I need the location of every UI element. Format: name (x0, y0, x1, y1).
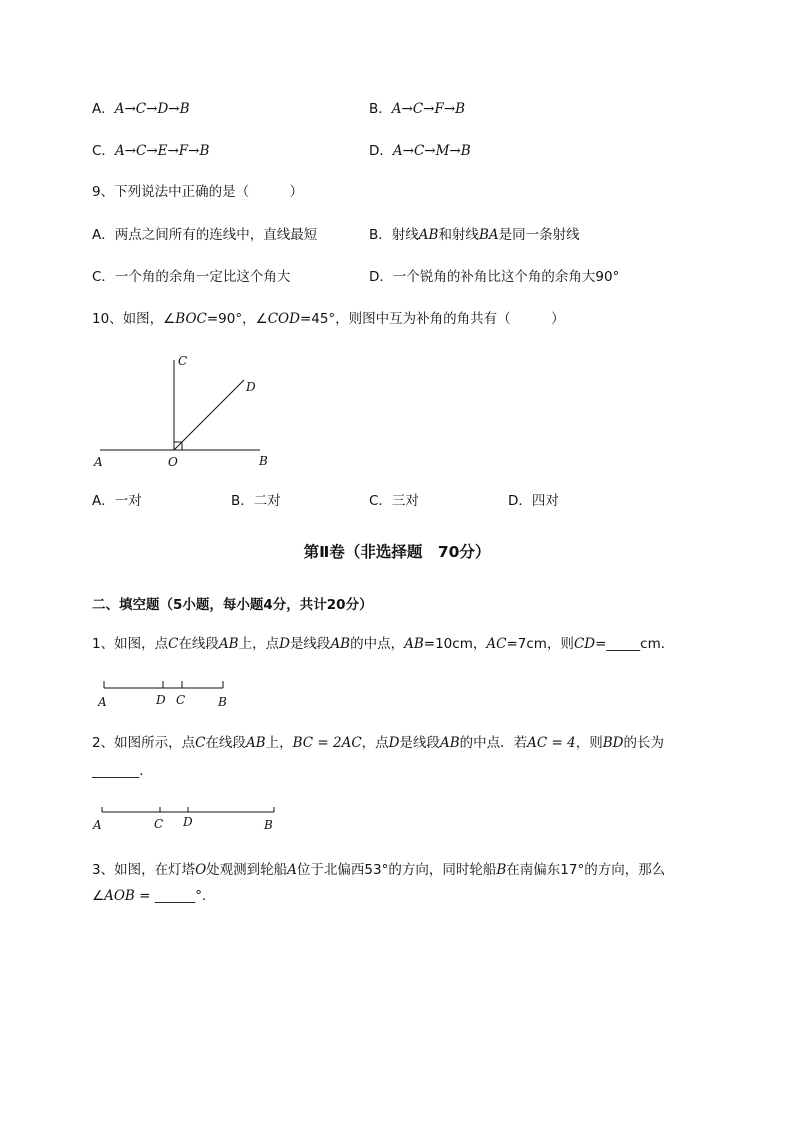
label-d: D (183, 815, 193, 829)
q10-stem: 10、如图，∠BOC=90°，∠COD=45°，则图中互为补角的角共有（ ） (92, 311, 565, 327)
fill2-blank: _______. (92, 763, 144, 779)
label-d: D (246, 380, 256, 394)
fill3-answer-line: ∠AOB = ______°． (92, 888, 216, 904)
label-b: B (264, 818, 273, 832)
fill1-segment-figure (92, 676, 242, 710)
q8-option-a-expr: A→C→D→B (114, 101, 190, 117)
fill1-stem: 1、如图，点C在线段AB上，点D是线段AB的中点，AB=10cm，AC=7cm，则CD=_____cm． (92, 636, 675, 652)
section-title: 第Ⅱ卷（非选择题 70分） (303, 543, 491, 561)
q9-option-c: C．一个角的余角一定比这个角大 (92, 269, 291, 285)
ray-od (174, 380, 244, 450)
label-b: B (259, 454, 268, 468)
q8-option-a: A．A→C→D→B (92, 101, 190, 117)
label-a: A (98, 695, 107, 709)
label-c: C (154, 817, 164, 831)
q8-option-b-expr: A→C→F→B (391, 101, 466, 117)
fill3-stem: 3、如图，在灯塔O处观测到轮船A位于北偏西53°的方向，同时轮船B在南偏东17°的方向，那么 (92, 862, 666, 878)
part-heading: 二、填空题（5小题，每小题4分，共计20分） (92, 597, 373, 613)
q9-option-a: A．两点之间所有的连线中，直线最短 (92, 227, 318, 243)
label-o: O (168, 455, 178, 469)
q9-option-d: D．一个锐角的补角比这个角的余角大90° (369, 269, 620, 285)
q10-option-b: B．二对 (231, 493, 281, 509)
q9-stem: 9、下列说法中正确的是（ ） (92, 184, 304, 200)
q10-option-d: D．四对 (508, 493, 559, 509)
label-b: B (218, 695, 227, 709)
q10-option-c: C．三对 (369, 493, 419, 509)
q10-angle-figure (88, 348, 288, 474)
q10-option-a: A．一对 (92, 493, 142, 509)
label-c: C (176, 693, 186, 707)
q8-option-c-expr: A→C→E→F→B (114, 143, 210, 159)
q8-option-d: D．A→C→M→B (369, 143, 471, 159)
q9-option-b: B．射线AB和射线BA是同一条射线 (369, 227, 580, 243)
label-a: A (94, 455, 103, 469)
label-c: C (178, 354, 188, 368)
q8-option-c: C．A→C→E→F→B (92, 143, 210, 159)
label-d: D (156, 693, 166, 707)
fill2-segment-figure (92, 804, 282, 834)
q8-option-d-expr: A→C→M→B (392, 143, 471, 159)
q8-option-b: B．A→C→F→B (369, 101, 466, 117)
label-a: A (93, 818, 102, 832)
fill2-stem: 2、如图所示，点C在线段AB上，BC = 2AC，点D是线段AB的中点．若AC = 4，则BD的长为 (92, 735, 664, 751)
